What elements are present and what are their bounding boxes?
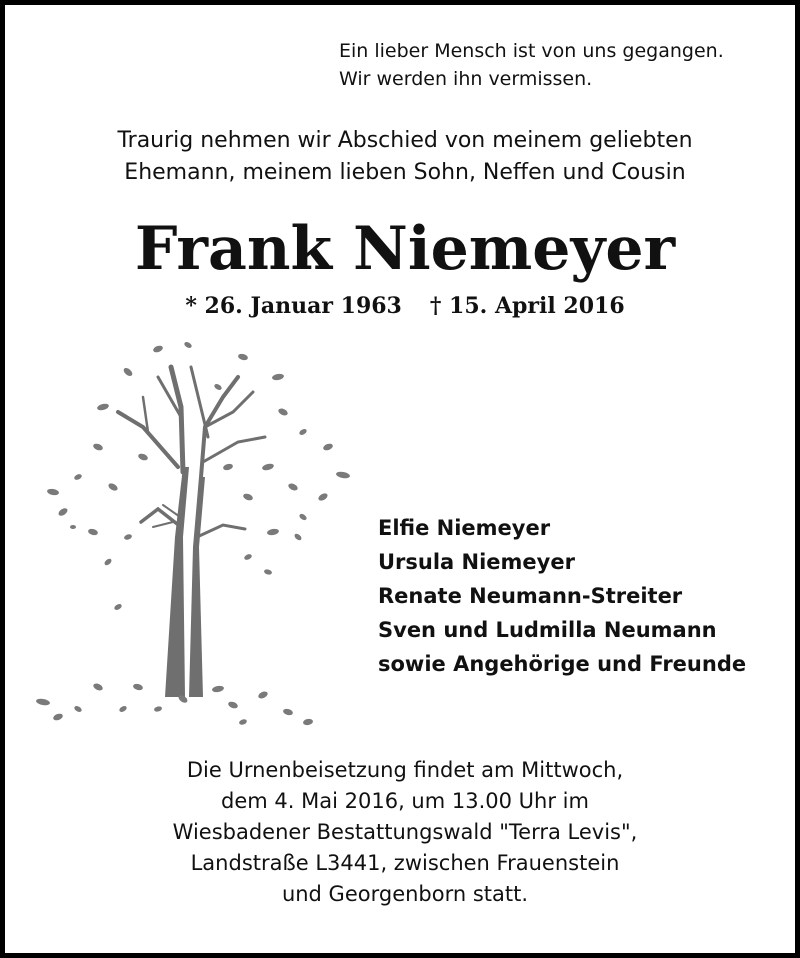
mourner-name: sowie Angehörige und Freunde	[378, 652, 747, 676]
mourner-name: Ursula Niemeyer	[378, 550, 575, 574]
life-dates	[5, 290, 800, 322]
funeral-line: Die Urnenbeisetzung findet am Mittwoch,	[186, 758, 624, 782]
mourner-name: Elfie Niemeyer	[378, 516, 551, 540]
funeral-line: Wiesbadener Bestattungswald "Terra Levis",	[172, 820, 638, 844]
intro-line: Ehemann, meinem lieben Sohn, Neffen und Cousin	[124, 160, 686, 185]
mourner-name: Sven und Ludmilla Neumann	[378, 618, 717, 642]
birth-date: * 26. Januar 1963	[185, 293, 402, 319]
quote-line: Ein lieber Mensch ist von uns gegangen.	[339, 40, 724, 62]
death-date: † 15. April 2016	[429, 293, 625, 319]
intro-text	[25, 125, 785, 189]
funeral-line: Landstraße L3441, zwischen Frauenstein	[190, 851, 620, 875]
funeral-line: dem 4. Mai 2016, um 13.00 Uhr im	[221, 789, 589, 813]
memorial-quote	[339, 37, 789, 93]
quote-line: Wir werden ihn vermissen.	[339, 68, 593, 90]
funeral-line: und Georgenborn statt.	[281, 882, 529, 906]
deceased-name: Frank Niemeyer	[134, 214, 676, 284]
mourner-name: Renate Neumann-Streiter	[378, 584, 683, 608]
funeral-details	[45, 755, 765, 910]
tree-with-falling-leaves-icon	[33, 337, 373, 737]
intro-line: Traurig nehmen wir Abschied von meinem geliebten	[117, 128, 693, 153]
mourners-list	[378, 511, 798, 681]
